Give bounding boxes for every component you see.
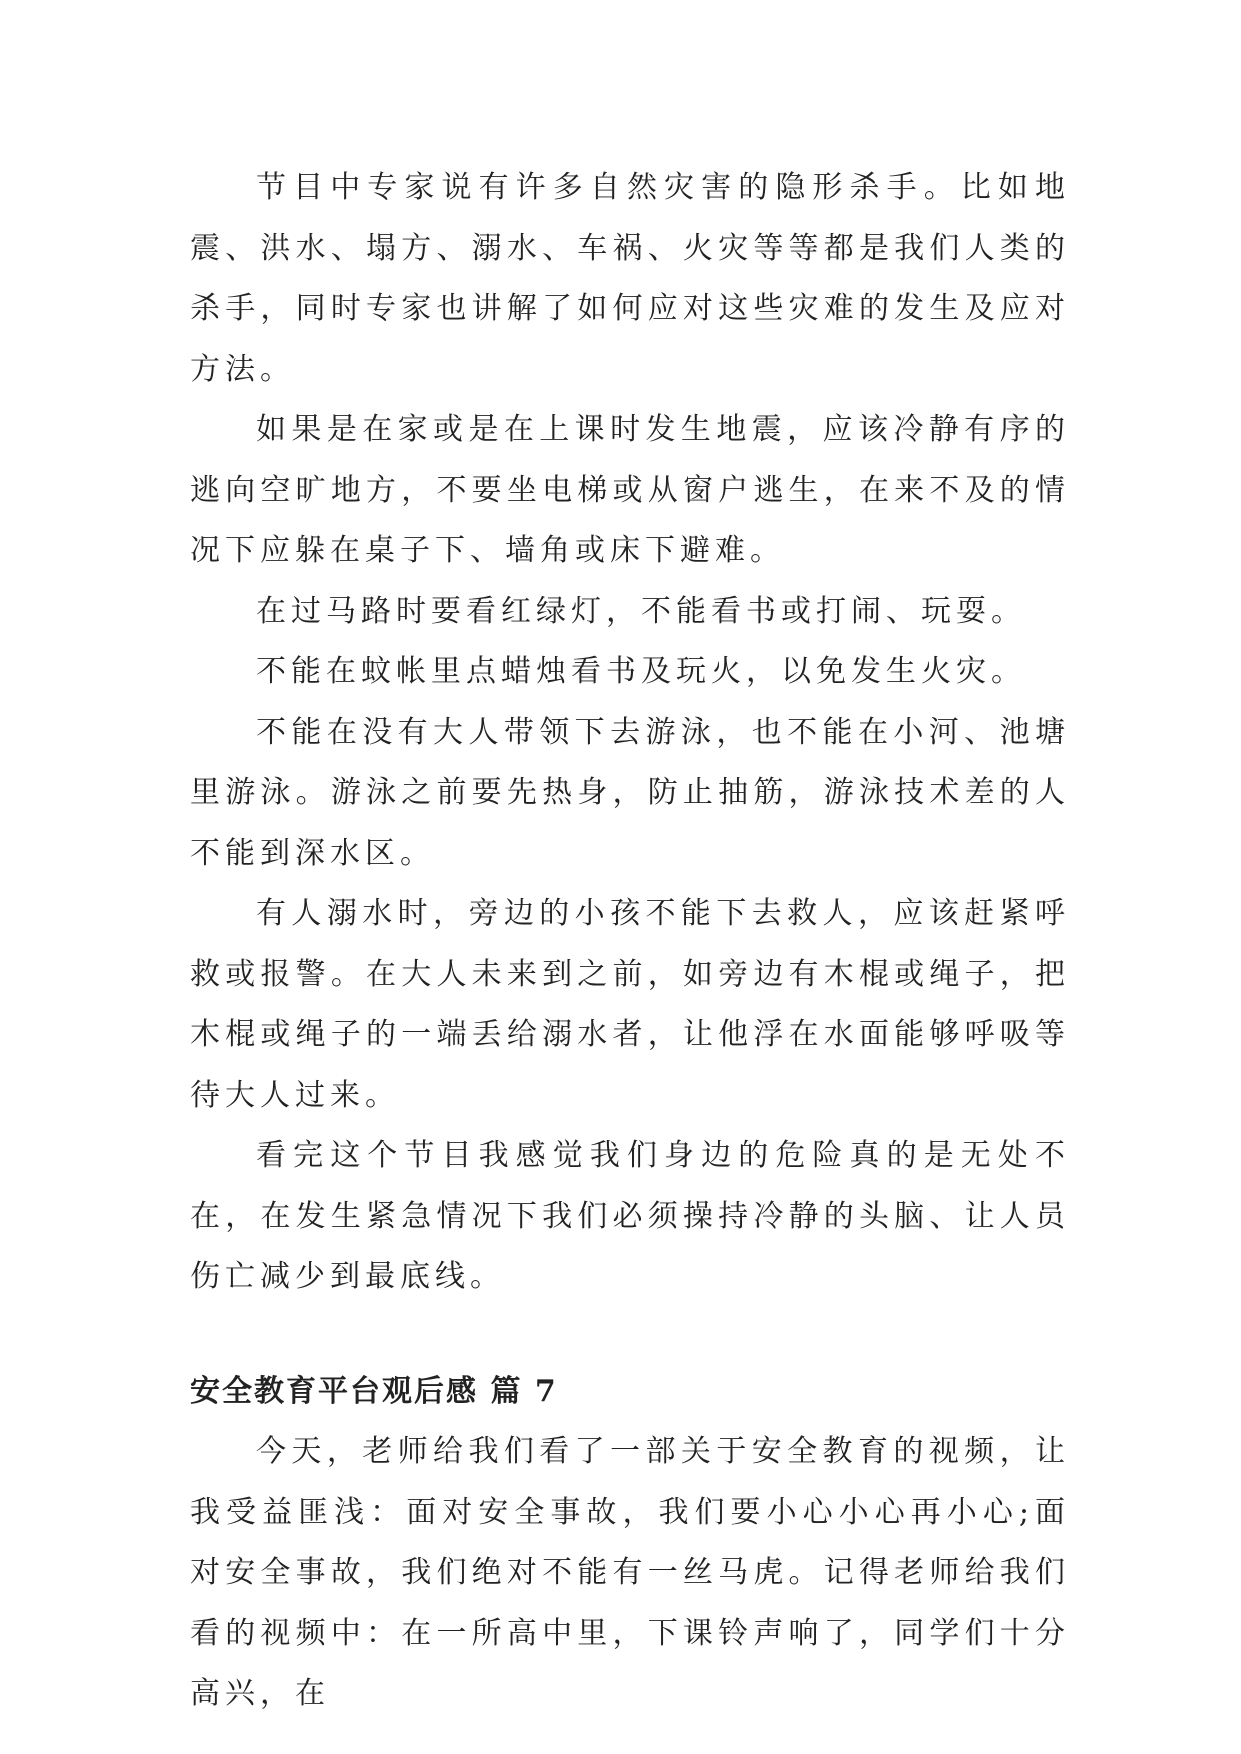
paragraph: 不能在没有大人带领下去游泳，也不能在小河、池塘里游泳。游泳之前要先热身，防止抽筋，游泳技术差的人不能到深水区。 bbox=[190, 714, 1070, 871]
paragraph: 如果是在家或是在上课时发生地震，应该冷静有序的逃向空旷地方，不要坐电梯或从窗户逃生，在来不及的情况下应躲在桌子下、墙角或床下避难。 bbox=[190, 412, 1070, 568]
document-body bbox=[190, 158, 1070, 1725]
paragraph: 节目中专家说有许多自然灾害的隐形杀手。比如地震、洪水、塌方、溺水、车祸、火灾等等都是我们人类的杀手，同时专家也讲解了如何应对这些灾难的发生及应对方法。 bbox=[190, 170, 1070, 387]
paragraph: 看完这个节目我感觉我们身边的危险真的是无处不在，在发生紧急情况下我们必须操持冷静的头脑、让人员伤亡减少到最底线。 bbox=[190, 1138, 1070, 1294]
paragraph: 不能在蚊帐里点蜡烛看书及玩火，以免发生火灾。 bbox=[256, 654, 1026, 689]
paragraph: 在过马路时要看红绿灯，不能看书或打闹、玩耍。 bbox=[256, 593, 1026, 629]
paragraph: 有人溺水时，旁边的小孩不能下去救人，应该赶紧呼救或报警。在大人未来到之前，如旁边有木棍或绳子，把木棍或绳子的一端丢给溺水者，让他浮在水面能够呼吸等待大人过来。 bbox=[190, 896, 1070, 1113]
section-heading: 安全教育平台观后感 篇 7 bbox=[190, 1373, 558, 1409]
paragraph: 今天，老师给我们看了一部关于安全教育的视频，让我受益匪浅：面对安全事故，我们要小心小心再小心;面对安全事故，我们绝对不能有一丝马虎。记得老师给我们看的视频中：在一所高中里，下课铃声响了，同学们十分高兴，在 bbox=[190, 1434, 1070, 1711]
